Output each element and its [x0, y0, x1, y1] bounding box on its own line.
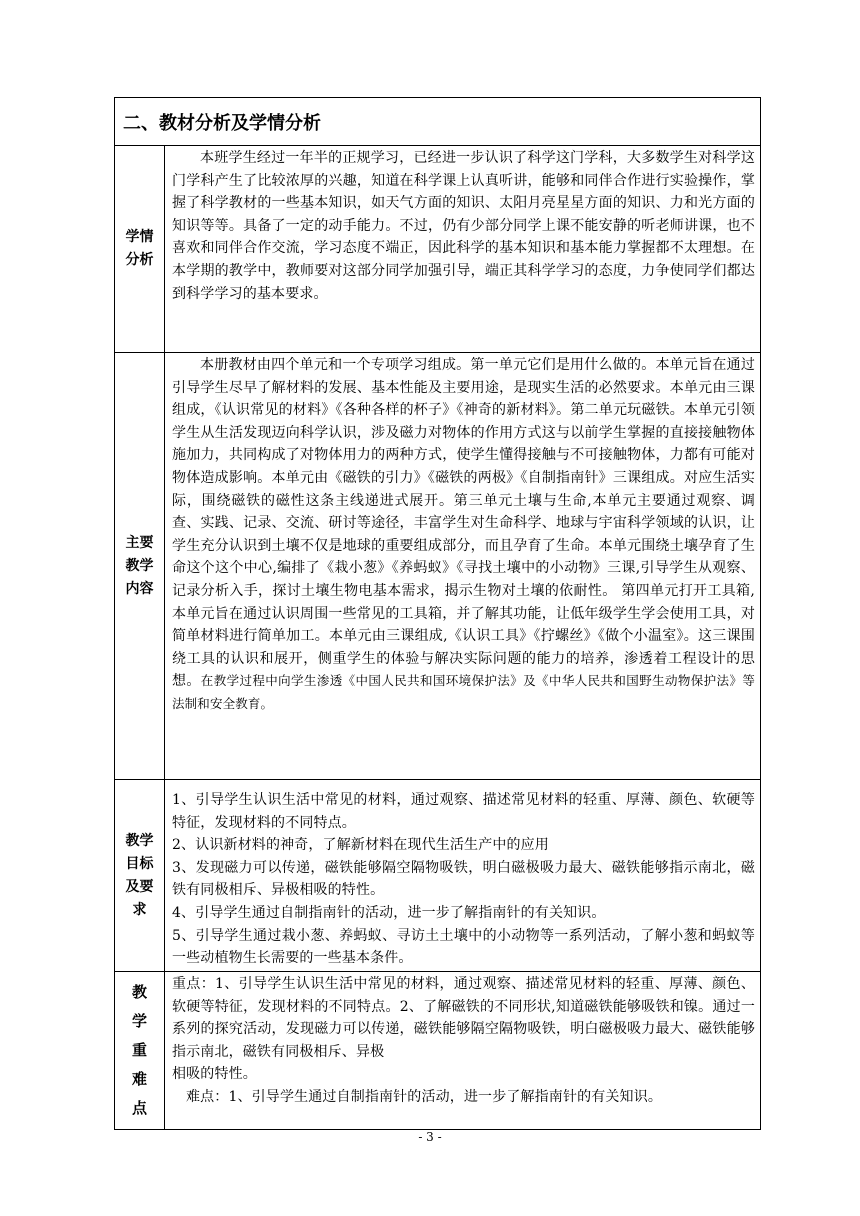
label-line: 教	[131, 983, 147, 1001]
label-line: 教学	[125, 557, 154, 574]
label-line: 目标	[125, 855, 154, 872]
goal-item: 5、引导学生通过栽小葱、养蚂蚁、寻访土土壤中的小动物等一系列活动，了解小葱和蚂蚁等一些动植物生长需要的一些基本条件。	[172, 927, 755, 967]
label-line: 难	[131, 1070, 147, 1088]
student-analysis-text: 本班学生经过一年半的正规学习，已经进一步认识了科学这门学科，大多数学生对科学这门学科产生了比较浓厚的兴趣，知道在科学课上认真听讲，能够和同伴合作进行实验操作，掌握了科学教材的一些基本知识，如天气方面的知识、太阳月亮星星方面的知识、力和光方面的知识等等。具备了一定的动手能力。不过，仍有少部分同学上课不能安静的听老师讲课，也不喜欢和同伴合作交流，学习态度不端正，因此科学的基本知识和基本能力掌握都不太理想。在本学期的教学中，教师要对这部分同学加强引导，端正其科学学习的态度，力争使同学们都达到科学学习的基本要求。	[172, 150, 755, 302]
key-points-text-cell	[165, 972, 761, 1130]
label-line: 及要	[125, 878, 154, 895]
key-point-difficulty: 难点：1、引导学生通过自制指南针的活动，进一步了解指南针的有关知识。	[186, 1088, 663, 1105]
label-line: 学情	[125, 229, 154, 245]
main-content-legal-note: 在教学过程中向学生渗透《中国人民共和国环境保护法》及《中华人民共和国野生动物保护法》等法制和安全教育。	[172, 673, 755, 711]
main-content-text-cell	[165, 353, 761, 780]
student-analysis-text-cell	[165, 146, 761, 353]
goals-row	[115, 780, 761, 972]
goals-text-cell	[165, 780, 761, 972]
main-content-label	[115, 353, 165, 780]
key-point-focus: 重点：1、引导学生认识生活中常见的材料，通过观察、描述常见材料的轻重、厚薄、颜色、软硬等特征，发现材料的不同特点。2、了解磁铁的不同形状,知道磁铁能够吸铁和镍。通过一系列的探究活动，发现磁力可以传递，磁铁能够隔空隔物吸铁，明白磁极吸力最大、磁铁能够指示南北，磁铁有同极相斥、异极	[172, 976, 755, 1060]
label-line: 点	[131, 1099, 147, 1117]
goal-item: 3、发现磁力可以传递，磁铁能够隔空隔物吸铁，明白磁极吸力最大、磁铁能够指示南北，磁铁有同极相斥、异极相吸的特性。	[172, 859, 755, 899]
goal-item: 4、引导学生通过自制指南针的活动，进一步了解指南针的有关知识。	[172, 904, 606, 921]
section-title: 二、教材分析及学情分析	[115, 98, 761, 146]
label-line: 内容	[125, 580, 154, 597]
main-content-body: 本册教材由四个单元和一个专项学习组成。第一单元它们是用什么做的。本单元旨在通过引导学生尽早了解材料的发展、基本性能及主要用途，是现实生活的必然要求。本单元由三课组成，《认识常见的材料》《各种各样的杯子》《神奇的新材料》。第二单元玩磁铁。本单元引领学生从生活发现迈向科学认识，涉及磁力对物体的作用方式这与以前学生掌握的直接接触物体施加力，共同构成了对物体用力的两种方式，使学生懂得接触与不可接触物体，力都有可能对物体造成影响。本单元由《磁铁的引力》《磁铁的两极》《自制指南针》三课组成。对应生活实际，围绕磁铁的磁性这条主线递进式展开。第三单元土壤与生命,本单元主要通过观察、调查、实践、记录、交流、研讨等途径，丰富学生对生命科学、地球与宇宙科学领域的认识，让学生充分认识到土壤不仅是地球的重要组成部分，而且孕育了生命。本单元围绕土壤孕育了生命这个这个中心,编排了《栽小葱》《养蚂蚁》《寻找土壤中的小动物》三课,引导学生从观察、记录分析入手，探讨土壤生物电基本需求，揭示生物对土壤的依耐性。 第四单元打开工具箱,本单元旨在通过认识周围一些常见的工具箱，并了解其功能，让低年级学生学会使用工具，对简单材料进行简单加工。本单元由三课组成,《认识工具》《拧螺丝》《做个小温室》。这三课围绕工具的认识和展开，侧重学生的体验与解决实际问题的能力的培养，渗透着工程设计的思想。	[172, 357, 755, 690]
key-points-row	[115, 972, 761, 1130]
key-points-label	[115, 972, 165, 1130]
key-point-focus-tail: 相吸的特性。	[172, 1066, 257, 1083]
label-line: 学	[131, 1012, 147, 1030]
main-content-row	[115, 353, 761, 780]
section-heading-row	[115, 98, 761, 146]
analysis-table	[114, 97, 761, 1130]
label-line: 主要	[125, 534, 154, 551]
page-number: - 3 -	[418, 1130, 442, 1144]
goal-item: 1、引导学生认识生活中常见的材料，通过观察、描述常见材料的轻重、厚薄、颜色、软硬等特征，发现材料的不同特点。	[172, 792, 755, 831]
student-analysis-label	[115, 146, 165, 353]
label-line: 教学	[125, 832, 154, 849]
main-content-text	[172, 354, 755, 716]
label-line: 求	[132, 901, 147, 918]
goals-label	[115, 780, 165, 972]
label-line: 分析	[125, 252, 154, 268]
goal-item: 2、认识新材料的神奇，了解新材料在现代生活生产中的应用	[172, 837, 549, 854]
student-analysis-row	[115, 146, 761, 353]
label-line: 重	[131, 1041, 147, 1059]
